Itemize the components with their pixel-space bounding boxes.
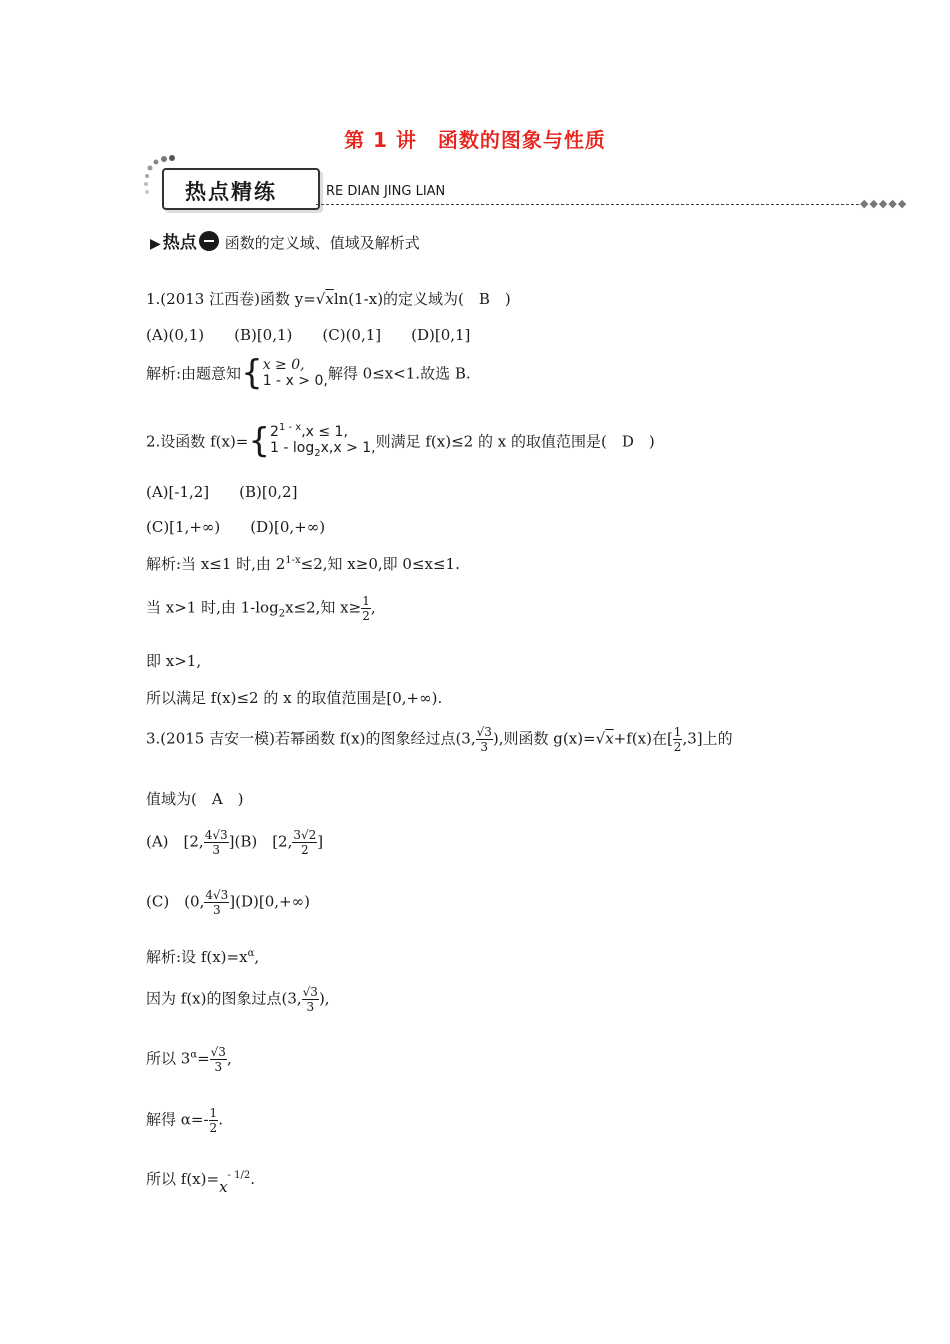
q3-stem: 3.(2015 吉安一模)若幂函数 f(x)的图象经过点(3, $\frac{√3}{3}$ ),则函数 g(x)=√x+f(x)在[ $\frac{1}{2}$ ,3]上的 (146, 725, 733, 754)
q1-solution: 解析:由题意知{x ≥ 0, 1 - x > 0,解得 0≤x<1.故选 B. (146, 353, 471, 393)
q2-stem: 2.设函数 $f(x)=\{2^{1 - x},x \le 1$, $1 - \log_2x,x > 1$,则满足 f(x)≤2 的 x 的取值范围是( D ) (146, 420, 655, 461)
q2-options-row1: (A)[-1,2] (B)[0,2] (146, 483, 298, 501)
section-header-title: 热点精练 (185, 180, 277, 204)
q2-solution-line3: 即 x>1, (146, 652, 202, 670)
q1-options: (A)(0,1) (B)[0,1) (C)(0,1] (D)[0,1] (146, 326, 471, 344)
q3-solution-line1: 解析:设 $f(x)=x^\alpha$, (146, 948, 260, 966)
q3-options-row1: (A) [2, $\frac{4√3}{3}$ ](B) [2, $\frac{3√2}{2}$ ] (146, 828, 324, 857)
q2-solution-line1: 解析:当 x≤1 时,由 $2^{1-x}\le 2$,知 x≥0,即 0≤x≤1. (146, 555, 460, 573)
number-one-badge-icon (199, 231, 219, 251)
q3-solution-line3: 所以 $3^\alpha=$ $\frac{√3}{3}$ , (146, 1045, 232, 1074)
q3-stem-line2: 值域为( A ) (146, 790, 244, 808)
section-header-english: RE DIAN JING LIAN (326, 184, 446, 199)
page-title: 第 1 讲 函数的图象与性质 (344, 128, 606, 152)
q3-solution-line2: 因为 f(x)的图象过点(3, $\frac{√3}{3}$ ), (146, 985, 330, 1014)
q2-options-row2: (C)[1,+∞) (D)[0,+∞) (146, 518, 326, 536)
hotspot-heading: ▶ 热点 函数的定义域、值域及解析式 (150, 233, 420, 253)
q3-options-row2: (C) (0, $\frac{4√3}{3}$ ](D)[0,+∞) (146, 888, 310, 917)
q2-solution-line2: 当 x>1 时,由 $1-\log_2x\le 2$,知 x≥ $\frac{1}{2}$ , (146, 594, 376, 623)
q3-solution-line4: 解得 α=- $\frac{1}{2}$ . (146, 1106, 223, 1135)
q3-solution-line5: 所以 $f(x)=x^{- 1/2}$. (146, 1170, 255, 1196)
divider (316, 204, 864, 205)
arrow-icon: ▶ (150, 236, 161, 252)
hotspot-topic: 函数的定义域、值域及解析式 (224, 234, 420, 252)
q1-stem: 1.(2013 江西卷)函数 y=√xln(1-x)的定义域为( B ) (146, 290, 511, 308)
q2-solution-line4: 所以满足 f(x)≤2 的 x 的取值范围是[0,+∞). (146, 689, 443, 707)
diamond-icons: ◆◆◆◆◆ (860, 197, 908, 210)
